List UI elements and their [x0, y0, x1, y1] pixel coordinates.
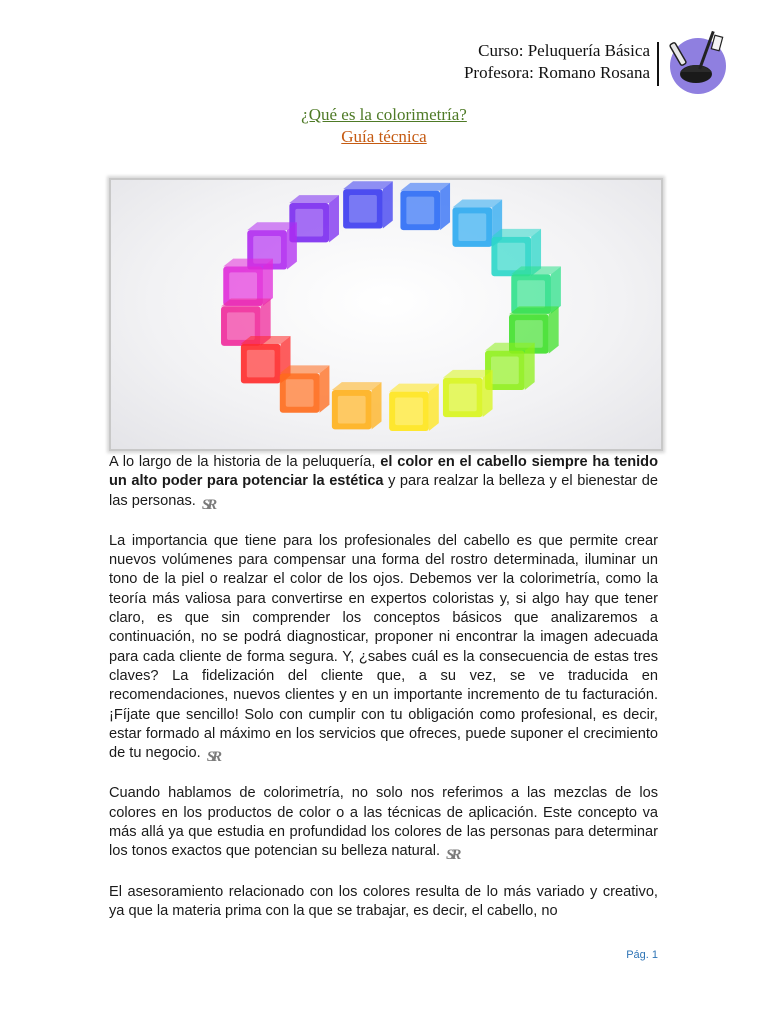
color-cube	[332, 382, 382, 429]
bold-text: el color en el cabello siempre ha tenido un alto poder para potenciar la estética	[109, 454, 659, 490]
teacher-name: Profesora: Romano Rosana	[463, 63, 650, 82]
sr-signature-icon: SR	[446, 847, 459, 864]
body-text	[109, 453, 658, 938]
color-cube-wheel	[111, 180, 661, 449]
color-cube	[280, 365, 330, 412]
color-wheel-image	[109, 178, 663, 451]
sr-signature-icon: SR	[201, 496, 215, 513]
paragraph-text: A lo largo de la historia de la peluquería,	[109, 454, 381, 470]
paragraph-text: El asesoramiento relacionado con los colores resulta de lo más variado y creativo, ya que la materia prima con la que se trabajar, es decir, el cabello, no	[109, 883, 658, 919]
body-paragraph	[109, 532, 658, 768]
color-cube	[343, 181, 393, 228]
body-paragraph	[109, 784, 658, 865]
title-question: ¿Qué es la colorimetría?	[301, 105, 467, 124]
course-name: Curso: Peluquería Básica	[478, 41, 650, 60]
body-paragraph	[109, 883, 658, 922]
color-cube	[389, 384, 439, 431]
document-header	[464, 40, 650, 84]
body-paragraph	[109, 453, 658, 515]
color-cube	[400, 183, 450, 230]
hairdressing-logo-icon	[665, 24, 731, 96]
paragraph-text: La importancia que tiene para los profesionales del cabello es que permite crear nuevos volúmenes para compensar una forma del rostro determinada, iluminar un tono de la piel o realzar el color de los ojos. Debemos ver la colorimetría, como la teoría más valiosa para convertirse en expertos coloristas y, si algo hay que tener claro, es que sin comprender los conceptos básicos que analizaremos a continuación, no se podrá diagnosticar, proponer ni encontrar la imagen adecuada para cada cliente de forma segura. Y, ¿sabes cuál es la consecuencia de estas tres claves? La fidelización del cliente que, a su vez, se ve traducida en recomendaciones, nuevos clientes y en un importante incremento de tu facturación. ¡Fíjate que sencillo! Solo con cumplir con tu obligación como profesional, es decir, estar formado al máximo en los servicios que ofreces, puede suponer el crecimiento de tu negocio.	[109, 532, 658, 762]
paragraph-text: Cuando hablamos de colorimetría, no solo nos referimos a las mezclas de los colores en los productos de color o a las técnicas de aplicación. Este concepto va más allá ya que estudia en profundidad los colores de las personas para determinar los tonos exactos que potencian su belleza natural.	[109, 785, 658, 860]
color-cube	[443, 370, 493, 417]
sr-signature-icon: SR	[206, 749, 220, 766]
title-subtitle: Guía técnica	[341, 127, 427, 146]
header-divider	[657, 42, 659, 86]
document-title	[0, 104, 768, 148]
page-number: Pág. 1	[626, 949, 658, 961]
paragraph-text: y para realzar la belleza y el bienestar de las personas.	[109, 473, 658, 509]
